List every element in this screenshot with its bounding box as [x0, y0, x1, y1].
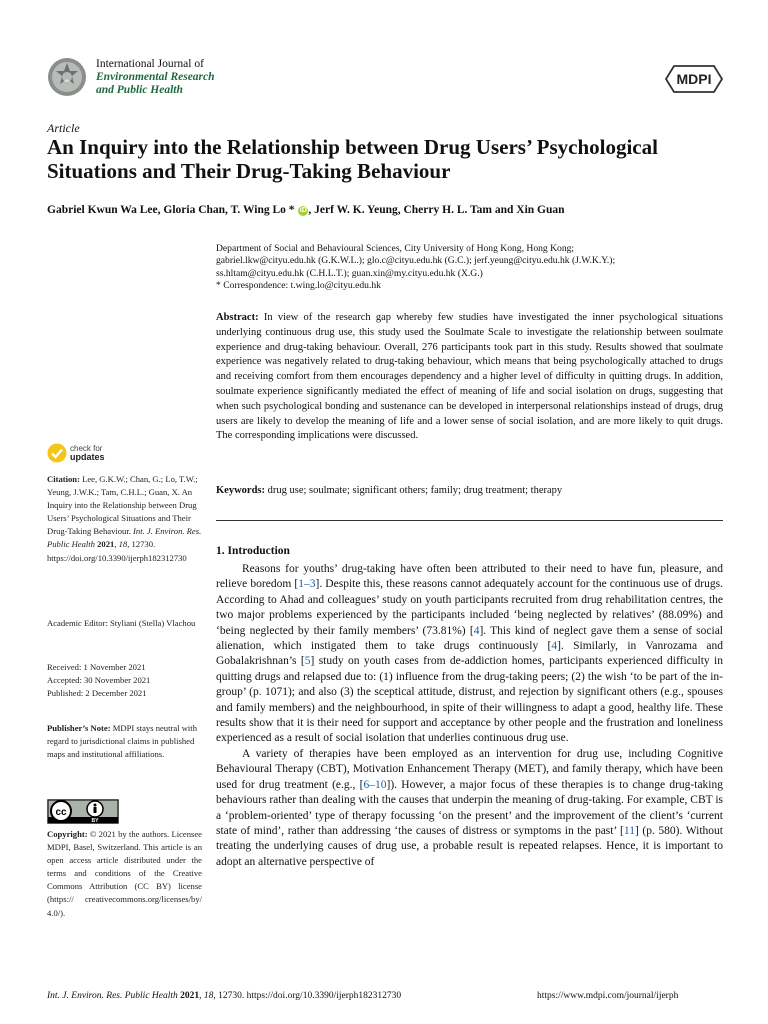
citation-link[interactable]: 1–3 — [298, 578, 316, 591]
footer-sep: , — [199, 991, 204, 1001]
affiliation-emails-1: gabriel.lkw@cityu.edu.hk (G.K.W.L.); glo.c@cityu.edu.hk (G.C.); jerf.yeung@cityu.edu.hk (J.W.K.Y.); — [216, 255, 616, 267]
citation-doi[interactable]: 12730. https://doi.org/10.3390/ijerph182312730 — [47, 539, 187, 563]
author-list — [47, 204, 737, 216]
footer-doi[interactable]: , 12730. https://doi.org/10.3390/ijerph182312730 — [213, 991, 402, 1001]
dates-block — [47, 661, 202, 700]
citation-link[interactable]: 5 — [304, 655, 311, 668]
authors-part-1: Gabriel Kwun Wa Lee, Gloria Chan, T. Wing Lo * — [47, 204, 295, 216]
orcid-icon[interactable]: iD — [299, 207, 307, 214]
journal-name-line3: and Public Health — [96, 84, 183, 96]
citation-year: 2021 — [94, 539, 115, 550]
cc-by-license-icon[interactable] — [47, 799, 119, 824]
published-date: Published: 2 December 2021 — [47, 688, 147, 699]
journal-name-line1: International Journal of — [96, 58, 204, 70]
check-line1: check for — [70, 444, 103, 453]
introduction-body — [216, 562, 723, 870]
publishers-note-text: MDPI stays neutral with regard to jurisdictional claims in published maps and institutional affiliations. — [47, 723, 197, 760]
paragraph-2 — [216, 747, 723, 870]
divider — [216, 520, 723, 521]
citation-label: Citation: — [47, 474, 80, 484]
p1-text-c: ]. This kind of neglect gave them a sense of social alienation, which instigated them to take drugs continuously [ — [216, 624, 723, 653]
academic-editor: Academic Editor: Styliani (Stella) Vlachou — [47, 618, 196, 628]
keywords-text: drug use; soulmate; significant others; family; drug treatment; therapy — [265, 485, 563, 496]
p2-text-c: ] (p. 580). Without treating the underlying causes of drug use, a probable result is repeated relapses. Hence, it is important to adopt an alternative perspective of — [216, 824, 723, 868]
article-type: Article — [47, 121, 80, 135]
publishers-note — [47, 722, 202, 761]
p1-text-a: Reasons for youths’ drug-taking have often been attributed to their need to have fun, pleasure, and relieve boredom [ — [216, 563, 723, 591]
footer-journal: Int. J. Environ. Res. Public Health — [47, 991, 178, 1001]
footer-citation — [47, 991, 401, 1001]
p1-text-d: ]. Similarly, in Vanrozama and Gobalakrishnan’s [ — [216, 640, 723, 668]
correspondence: * Correspondence: t.wing.lo@cityu.edu.hk — [216, 279, 381, 291]
check-for-updates-text — [70, 444, 105, 462]
keywords-label: Keywords: — [216, 485, 265, 496]
journal-logo-icon — [47, 57, 87, 97]
p1-text-e: ] study on youth cases from de-addiction homes, participants experienced difficulty in quitting drugs and relapsed due to: (1) influence from the drug-taking peers; (2) the wish ‘to be part of the in-group’ (p. 1071); and also (3) the sceptical attitude, distrust, and rejection by significant others (e.g., spouses and family members) and the neighbourhood, in spite of their willingness to adapt a good, healthy life. These results show that it is their need for support and acceptance by other people and the frustration and loneliness experienced as a result of social isolation that underlies continuous drug use. — [216, 655, 723, 745]
mdpi-logo-text: MDPI — [676, 71, 712, 87]
p2-text-a: A variety of therapies have been employed as an intervention for drug use, including Cognitive Behavioural Therapy (CBT), Motivation Enhancement Therapy (MET), and family therapy, which have been used for drug treatment (e.g., [ — [216, 747, 723, 791]
p1-text-b: ]. Despite this, these reasons cannot adequately account for the continuous use of drugs. According to Ahad and colleagues’ study on youth participants recruited from drug rehabilitation centres, the two major problems experienced by the participants included ‘being neglected by relatives’ (88.09%) and ‘being neglected by their family members’ (73.81%) [ — [216, 578, 723, 637]
affiliation-emails-2: ss.hltam@cityu.edu.hk (C.H.L.T.); guan.xin@my.cityu.edu.hk (X.G.) — [216, 267, 483, 279]
abstract-text: In view of the research gap whereby few studies have investigated the inner psychological situations underlying continuous drug use, this study used the Soulmate Scale to investigate the relationship between soulmate experience and drug-taking behaviour. Overall, 276 participants took part in this study. Results showed that soulmate experience was negatively related to drug-taking behaviour, which means that being psychologically attached to drugs and receiving comfort from them encourages dependency and a higher level of difficulty in quitting drugs. In addition, soulmate experience significantly mediated the effect of meaning of life and social isolation on drugs, suggesting that when such psychological bonding and sustenance can be developed in interpersonal relationships instead of drugs, drug users are likely to develop the meaning of life and a lower sense of social isolation, and are more likely to quit drugs. The corresponding implications were discussed. — [216, 312, 723, 442]
p2-text-b: ]). However, a major focus of these therapies is to change drug-taking behaviours rather than dealing with the causes that underpin the meaning of drug-taking. For example, CBT is a ‘problem-oriented’ type of therapy focussing ‘on the present’ and the improvement of the client’s ‘current state of mind’, rather than addressing ‘the causes of distress or symptoms in the past’ [ — [216, 778, 723, 837]
mdpi-logo-icon — [664, 64, 724, 94]
paragraph-1 — [216, 562, 723, 747]
footer-journal-url[interactable]: https://www.mdpi.com/journal/ijerph — [537, 991, 679, 1001]
authors-part-2: , Jerf W. K. Yeung, Cherry H. L. Tam and Xin Guan — [308, 204, 565, 216]
copyright-block — [47, 828, 202, 920]
copyright-label: Copyright: — [47, 829, 88, 839]
citation-text: Lee, G.K.W.; Chan, G.; Lo, T.W.; Yeung, J.W.K.; Tam, C.H.L.; Guan, X. An Inquiry into the Relationship between Drug Users’ Psychological Situations and Their Drug-Taking Behaviour. — [47, 474, 198, 537]
publishers-note-label: Publisher’s Note: — [47, 723, 111, 733]
accepted-date: Accepted: 30 November 2021 — [47, 675, 151, 686]
paper-title: An Inquiry into the Relationship between Drug Users’ Psychological Situations and Their Drug-Taking Behaviour — [47, 135, 658, 183]
check-line2: updates — [70, 452, 105, 462]
section-heading-introduction: 1. Introduction — [216, 545, 290, 557]
footer-volume: 18 — [203, 991, 214, 1001]
cc-by-label: BY — [91, 818, 99, 824]
journal-name — [96, 58, 215, 97]
citation-link[interactable]: 11 — [623, 824, 635, 837]
keywords — [216, 485, 723, 496]
citation-volume: , 18, — [114, 539, 130, 550]
check-for-updates-icon — [47, 443, 67, 463]
footer-year: 2021 — [177, 991, 200, 1001]
journal-name-line2: Environmental Research — [96, 71, 215, 83]
svg-text:cc: cc — [55, 807, 67, 818]
citation-block — [47, 473, 202, 565]
abstract-label: Abstract: — [216, 312, 259, 323]
citation-link[interactable]: 6–10 — [363, 778, 387, 791]
affiliation-block — [216, 243, 726, 292]
citation-link[interactable]: 4 — [473, 624, 480, 637]
citation-link[interactable]: 4 — [551, 640, 558, 653]
affiliation-department: Department of Social and Behavioural Sciences, City University of Hong Kong, Hong Kong; — [216, 243, 575, 254]
check-for-updates-button[interactable] — [47, 443, 127, 465]
citation-journal: Int. J. Environ. Res. Public Health — [47, 526, 202, 550]
copyright-text: © 2021 by the authors. Licensee MDPI, Basel, Switzerland. This article is an open access article distributed under the terms and conditions of the Creative Commons Attribution (CC BY) license (https:// creativecommons.org/licenses/by/ 4.0/). — [47, 829, 202, 918]
received-date: Received: 1 November 2021 — [47, 662, 146, 672]
abstract — [216, 311, 723, 444]
